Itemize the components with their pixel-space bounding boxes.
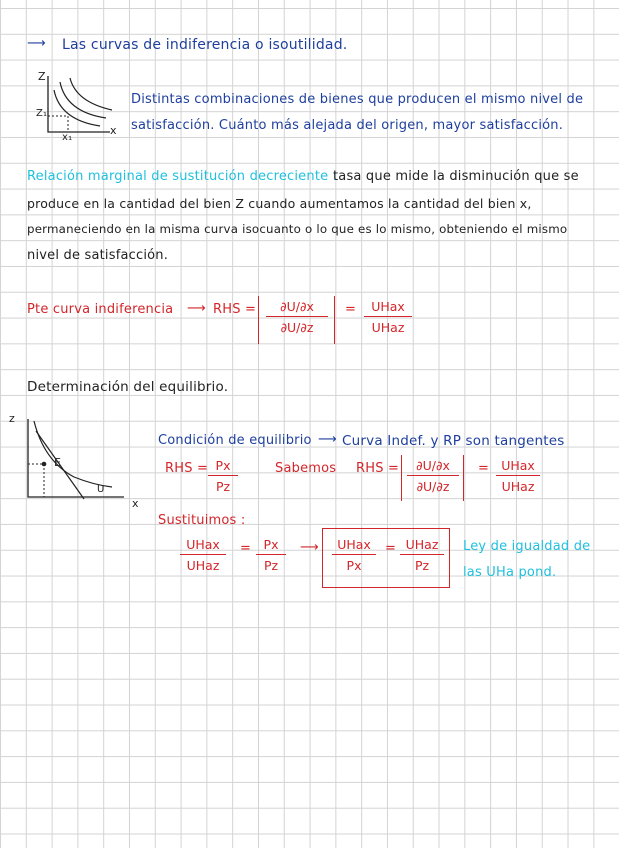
result-price-z: Pz (414, 558, 430, 573)
eq-rhs-label-2: RHS = (356, 461, 400, 476)
graph2-x-axis-label: x (132, 497, 139, 510)
sub-price-fraction (256, 537, 286, 573)
rms-line-2: produce en la cantidad del bien Z cuando aumentamos la cantidad del bien x, (27, 196, 532, 211)
definition-line-1: Distintas combinaciones de bienes que producen el mismo nivel de (131, 92, 584, 107)
definition-line-2: satisfacción. Cuánto más alejada del origen, mayor satisfacción. (131, 118, 564, 133)
graph1-z-axis-label: Z (38, 70, 46, 83)
equilibrium-heading: Determinación del equilibrio. (27, 379, 229, 395)
law-line-2: las UHa pond. (463, 565, 557, 580)
condition-arrow-icon: ⟶ (318, 432, 337, 447)
eq-partial-x: ∂U/∂x (407, 458, 459, 476)
slope-umg-z: UHaz (371, 320, 405, 335)
eq-equals: = (478, 461, 490, 476)
sub-price-x: Px (256, 537, 286, 555)
condition-rest: Curva Indef. y RP son tangentes (342, 433, 565, 449)
rms-line-1: tasa que mide la disminución que se (333, 169, 579, 184)
slope-arrow-icon: ⟶ (187, 301, 206, 316)
eq-rhs-label: RHS = (165, 461, 209, 476)
graph2-u-label: U (97, 484, 105, 495)
eq-price-x: Px (208, 458, 238, 476)
eq-abs-bar-left (401, 455, 402, 501)
eq-partial-z: ∂U/∂z (416, 479, 450, 494)
substitute-label: Sustituimos : (158, 513, 246, 528)
result-fraction-z (400, 537, 444, 573)
page-title: Las curvas de indiferencia o isoutilidad. (62, 37, 348, 53)
sabemos-label: Sabemos (275, 461, 337, 476)
rms-label: Relación marginal de sustitución decreciente : (27, 169, 338, 184)
condition-label: Condición de equilibrio (158, 433, 312, 448)
graph2-z-axis-label: z (9, 412, 15, 425)
slope-umg-x: UHax (364, 299, 412, 317)
slope-rhs-label: RHS = (213, 302, 257, 317)
eq-price-z: Pz (215, 479, 231, 494)
title-arrow-icon: ⟶ (27, 36, 46, 51)
graph2-equilibrium-label: E (54, 456, 62, 469)
result-umg-x: UHax (332, 537, 376, 555)
eq-partials-fraction (407, 458, 459, 494)
sub-price-z: Pz (263, 558, 279, 573)
sub-umg-z: UHaz (186, 558, 220, 573)
eq-umg-fraction (496, 458, 540, 494)
sub-arrow-icon: ⟶ (300, 540, 319, 555)
eq-umg-z: UHaz (501, 479, 535, 494)
result-fraction-x (332, 537, 376, 573)
sub-umg-x: UHax (180, 537, 226, 555)
eq-umg-x: UHax (496, 458, 540, 476)
abs-bar-right (334, 296, 335, 344)
slope-fraction-umg (364, 299, 412, 335)
slope-partial-x: ∂U/∂x (266, 299, 328, 317)
slope-partial-z: ∂U/∂z (280, 320, 314, 335)
slope-equals: = (345, 302, 357, 317)
law-line-1: Ley de igualdad de (463, 539, 591, 554)
result-price-x: Px (346, 558, 362, 573)
result-umg-z: UHaz (400, 537, 444, 555)
sub-umg-fraction (180, 537, 226, 573)
graph1-z1-label: Z₁ (36, 108, 48, 119)
sub-equals-1: = (240, 541, 252, 556)
slope-fraction-partials (266, 299, 328, 335)
abs-bar-left (258, 296, 259, 344)
graph1-x-axis-label: x (110, 124, 117, 137)
rms-line-4: nivel de satisfacción. (27, 248, 169, 263)
slope-label: Pte curva indiferencia (27, 302, 174, 317)
eq-price-fraction (208, 458, 238, 494)
eq-abs-bar-right (463, 455, 464, 501)
graph1-x1-label: x₁ (62, 132, 73, 143)
rms-line-3: permaneciendo en la misma curva isocuanto o lo que es lo mismo, obteniendo el mismo (27, 222, 568, 236)
result-equals: = (385, 541, 397, 556)
equilibrium-graph (12, 415, 152, 515)
